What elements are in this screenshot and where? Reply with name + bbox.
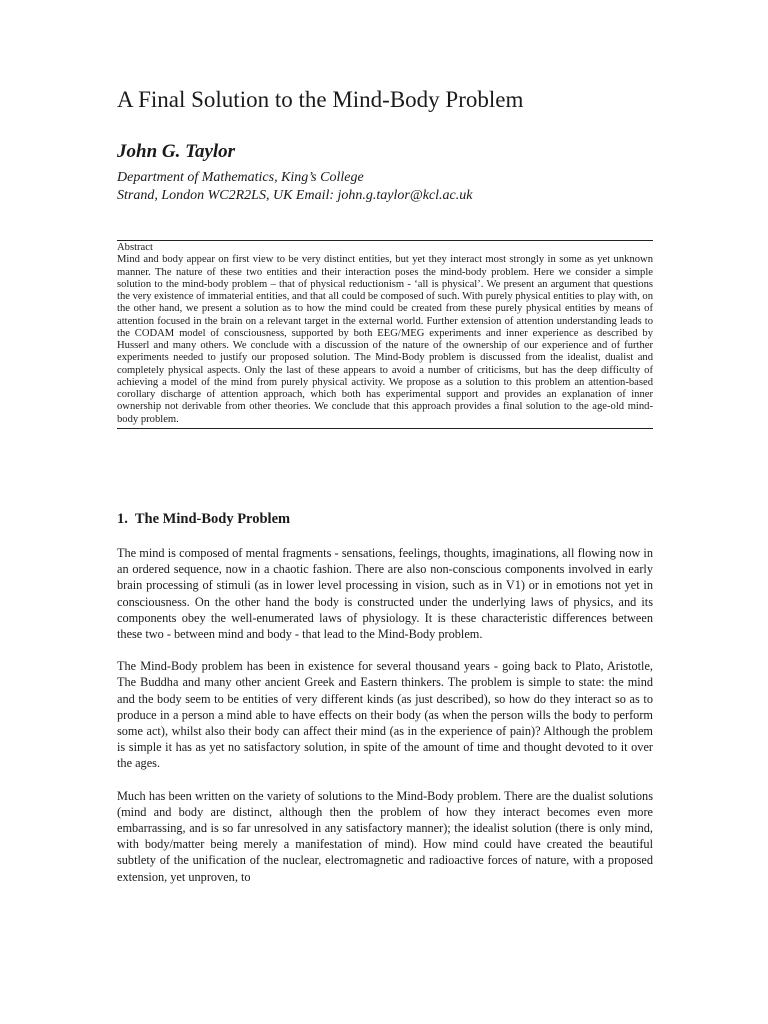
body-paragraph-1: The mind is composed of mental fragments - sensations, feelings, thoughts, imaginations, all flowing now in an ordered sequence, now in a chaotic fashion. There are also non-conscious components involved in early brain processing of stimuli (as in lower level processing in vision, such as in V1) or in emotions not yet in consciousness. On the other hand the body is constructed under the underlying laws of physics, and its components obey the well-enumerated laws of physiology. It is these characteristic differences between these two - between mind and body - that lead to the Mind-Body problem. <box>117 546 653 642</box>
body-paragraph-2: The Mind-Body problem has been in existence for several thousand years - going back to Plato, Aristotle, The Buddha and many other ancient Greek and Eastern thinkers. The problem is simple to state: the mind and the body seem to be entities of very different kinds (as just described), so how do they interact so as to produce in a person a mind able to have effects on their body (as when the person wills the body to perform some act), whilst also their body can affect their mind (as in the experience of pain)? Although the problem is simple it has as yet no satisfactory solution, in spite of the amount of time and thought devoted to it over the ages. <box>117 659 653 771</box>
abstract-text: Mind and body appear on first view to be very distinct entities, but yet they interact most strongly in some as yet unknown manner. The nature of these two entities and their interaction poses the mind-body problem. Here we consider a simple solution to the mind-body problem – that of physical reductionism - ‘all is physical’. We present an argument that questions the very existence of immaterial entities, and that all could be composed of such. With purely physical entities to play with, on the other hand, we present a solution as to how the mind could be created from these purely physical entities by means of attention focused in the brain on a relevant target in the external world. Further extension of attention understanding leads to the CODAM model of consciousness, supported by both EEG/MEG experiments and inner experience as described by Husserl and many others. We conclude with a discussion of the nature of the ownership of our experience and of further experiments needed to justify our proposed solution. The Mind-Body problem is discussed from the idealist, dualist and completely physical aspects. Only the last of these appears to avoid a number of criticisms, but has the deep difficulty of achieving a model of the mind from purely physical activity. We propose as a solution to this problem an attention-based corollary discharge of attention approach, which both has experimental support and provides an explanation of inner ownership not derivable from other theories. We conclude that this approach provides a final solution to the age-old mind-body problem. <box>117 254 653 425</box>
section-number: 1. <box>117 511 128 527</box>
author-affiliation <box>117 169 657 205</box>
affiliation-line-1: Department of Mathematics, King’s College <box>117 170 364 185</box>
section-heading <box>117 510 290 528</box>
abstract-box <box>117 240 653 429</box>
author-name: John G. Taylor <box>117 141 236 162</box>
paper-title: A Final Solution to the Mind-Body Problem <box>117 87 524 112</box>
abstract-label: Abstract <box>117 242 153 253</box>
affiliation-line-2: Strand, London WC2R2LS, UK Email: john.g.taylor@kcl.ac.uk <box>117 188 473 203</box>
section-title: The Mind-Body Problem <box>134 511 291 527</box>
section-body <box>117 545 653 901</box>
body-paragraph-3: Much has been written on the variety of solutions to the Mind-Body problem. There are the dualist solutions (mind and body are distinct, although then the problem of how they interact becomes even more embarrassing, and is so far unresolved in any satisfactory manner); the idealist solution (there is only mind, with body/matter being merely a manifestation of mind). How mind could have created the beautiful subtlety of the unification of the nuclear, electromagnetic and radioactive forces of nature, with a proposed extension, yet unproven, to <box>117 788 653 884</box>
